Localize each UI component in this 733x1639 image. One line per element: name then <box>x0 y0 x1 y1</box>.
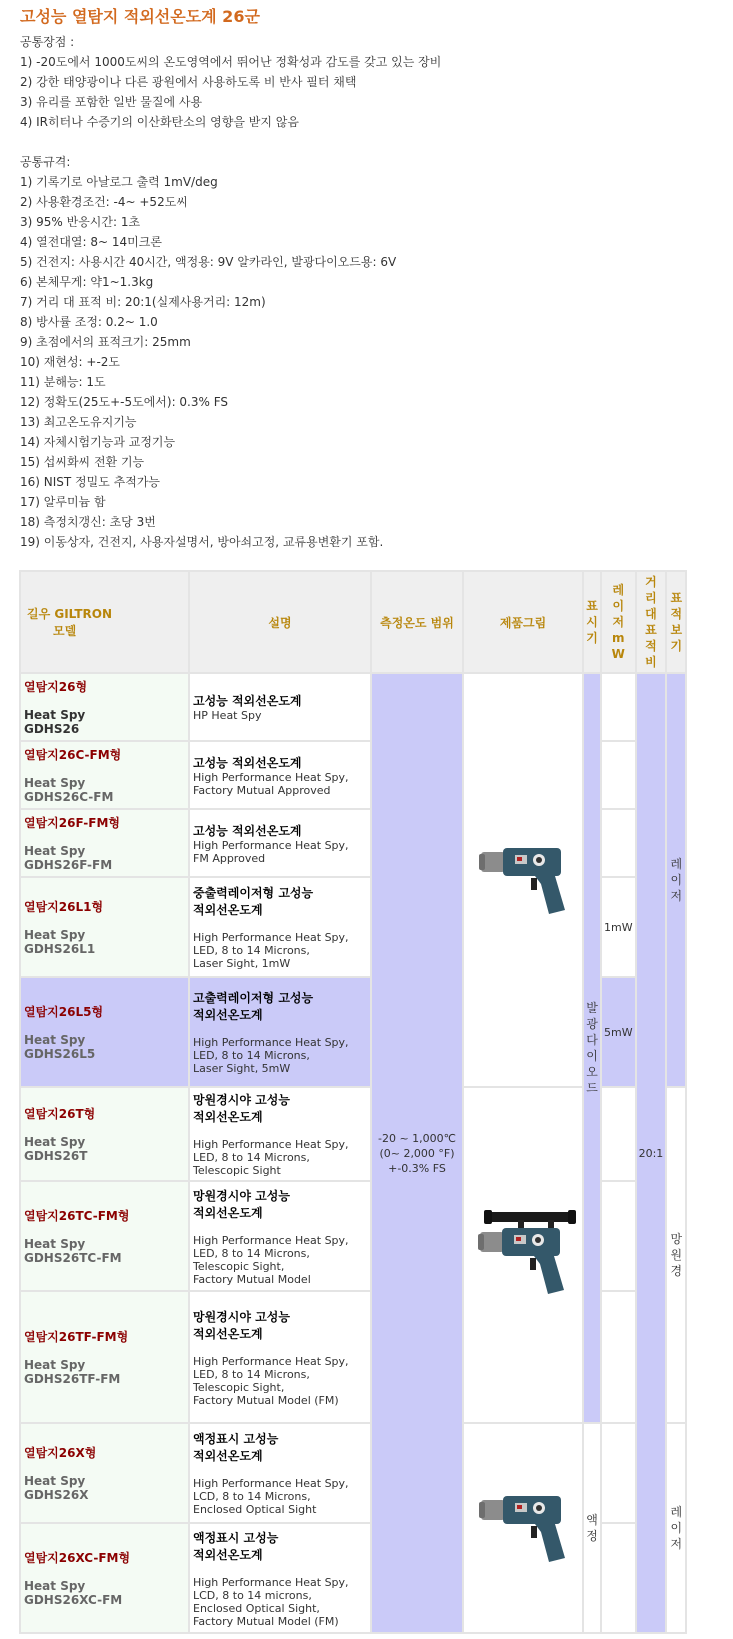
spec-line: 18) 측정치갱신: 초당 3번 <box>20 515 156 529</box>
feature-line: 2) 강한 태양광이나 다른 광원에서 사용하도록 비 반사 필터 채택 <box>20 75 357 89</box>
spec-line: 9) 초점에서의 표적크기: 25mm <box>20 335 191 349</box>
desc-en: High Performance Heat Spy, LED, 8 to 14 Microns, Laser Sight, 1mW <box>193 931 349 970</box>
model-cell <box>21 810 188 876</box>
laser-cell <box>602 978 635 1086</box>
image-cell-standard <box>464 674 582 1086</box>
ratio-cell <box>637 674 666 1632</box>
model-cell <box>21 1292 188 1422</box>
desc-en: High Performance Heat Spy, Factory Mutual Approved <box>193 770 349 797</box>
desc-cell <box>190 1292 370 1422</box>
display-cell-lcd <box>584 1424 600 1632</box>
spec-line: 6) 본체무게: 약1~1.3kg <box>20 275 154 289</box>
model-sub1: Heat Spy <box>24 776 86 790</box>
model-sub2: GDHS26F-FM <box>24 858 113 872</box>
desc-cell <box>190 742 370 808</box>
desc-kr: 액정표시 고성능 적외선온도계 <box>193 1530 279 1562</box>
desc-en: High Performance Heat Spy, LCD, 8 to 14 microns, Enclosed Optical Sight, Factory Mutual Model (FM) <box>193 1575 349 1628</box>
header-model-line1: 길우 GILTRON <box>27 607 113 621</box>
model-name: 열탐지26XC-FM형 <box>24 1551 131 1565</box>
header-laser <box>602 572 635 672</box>
model-sub1: Heat Spy <box>24 1579 86 1593</box>
model-sub2: GDHS26TF-FM <box>24 1372 121 1386</box>
header-ratio-text: 거 리 대 표 적 비 <box>645 575 657 669</box>
sight-laser-lcd-text: 레 이 저 <box>670 1505 683 1551</box>
spec-line: 13) 최고온도유지기능 <box>20 415 137 429</box>
sight-scope-text: 망 원 경 <box>670 1232 683 1278</box>
model-sub2: GDHS26C-FM <box>24 790 114 804</box>
model-cell <box>21 1524 188 1632</box>
desc-en: High Performance Heat Spy, LED, 8 to 14 Microns, Laser Sight, 5mW <box>193 1036 349 1075</box>
model-cell <box>21 878 188 976</box>
model-sub1: Heat Spy <box>24 1237 86 1251</box>
laser-1mw-text: 1mW <box>604 920 633 934</box>
header-display-text: 표 시 기 <box>586 599 598 645</box>
model-name: 열탐지26L5형 <box>24 1005 104 1019</box>
spec-line: 19) 이동상자, 건전지, 사용자설명서, 방아쇠고정, 교류용변환기 포함. <box>20 535 384 549</box>
desc-kr: 액정표시 고성능 적외선온도계 <box>193 1432 279 1463</box>
display-lcd-text: 액 정 <box>586 1513 598 1543</box>
range-cell <box>372 674 462 1632</box>
desc-kr: 고성능 적외선온도계 <box>193 823 302 838</box>
blank-line <box>20 132 720 152</box>
model-name: 열탐지26TF-FM형 <box>24 1330 129 1344</box>
model-sub1: Heat Spy <box>24 1033 86 1047</box>
model-sub2: GDHS26L1 <box>24 942 96 956</box>
header-display <box>584 572 600 672</box>
display-led-text: 발 광 다 이 오 드 <box>586 1001 598 1095</box>
model-sub2: GDHS26TC-FM <box>24 1251 122 1265</box>
image-cell-lcd <box>464 1424 582 1632</box>
model-sub2: GDHS26X <box>24 1488 89 1502</box>
sight-laser-text: 레 이 저 <box>670 857 683 903</box>
model-name: 열탐지26T형 <box>24 1107 96 1121</box>
desc-cell <box>190 1182 370 1290</box>
thermometer-gun-image <box>475 840 571 920</box>
model-sub1: Heat Spy <box>24 1358 86 1372</box>
model-cell <box>21 674 188 740</box>
laser-cell <box>602 1088 635 1180</box>
feature-line: 3) 유리를 포함한 일반 물질에 사용 <box>20 95 203 109</box>
desc-kr: 중출력레이저형 고성능 적외선온도계 <box>193 886 314 917</box>
spec-line: 2) 사용환경조건: -4~ +52도씨 <box>20 195 188 209</box>
model-cell <box>21 742 188 808</box>
spec-line: 14) 자체시험기능과 교정기능 <box>20 435 176 449</box>
sight-cell-laser-lcd <box>667 1424 685 1632</box>
laser-cell <box>602 810 635 876</box>
spec-line: 10) 재현성: +-2도 <box>20 355 121 369</box>
model-name: 열탐지26C-FM형 <box>24 748 122 762</box>
range-text: -20 ~ 1,000℃ (0~ 2,000 °F) +-0.3% FS <box>377 1131 457 1175</box>
header-sight-text: 표 적 보 기 <box>670 591 683 653</box>
features-heading: 공통장점 : <box>20 35 75 49</box>
desc-en: High Performance Heat Spy, LCD, 8 to 14 Microns, Enclosed Optical Sight <box>193 1477 349 1516</box>
laser-5mw-text: 5mW <box>604 1025 633 1039</box>
header-ratio <box>637 572 666 672</box>
spec-line: 16) NIST 정밀도 추적가능 <box>20 475 161 489</box>
model-name: 열탐지26L1형 <box>24 900 104 914</box>
desc-en: High Performance Heat Spy, LED, 8 to 14 Microns, Telescopic Sight <box>193 1138 349 1177</box>
desc-cell <box>190 810 370 876</box>
header-image: 제품그림 <box>464 572 582 672</box>
desc-kr: 고출력레이저형 고성능 적외선온도계 <box>193 991 314 1022</box>
model-cell <box>21 1424 188 1522</box>
model-sub1: Heat Spy <box>24 928 86 942</box>
table-row <box>21 674 685 740</box>
spec-line: 3) 95% 반응시간: 1초 <box>20 215 141 229</box>
spec-line: 7) 거리 대 표적 비: 20:1(실제사용거리: 12m) <box>20 295 266 309</box>
model-sub1: Heat Spy <box>24 1474 86 1488</box>
desc-kr: 망원경시야 고성능 적외선온도계 <box>193 1309 290 1341</box>
model-cell <box>21 978 188 1086</box>
desc-cell <box>190 1424 370 1522</box>
ratio-text: 20:1 <box>638 1146 664 1160</box>
model-name: 열탐지26TC-FM형 <box>24 1209 130 1223</box>
specs-heading: 공통규격: <box>20 155 71 169</box>
desc-cell <box>190 978 370 1086</box>
table-row <box>21 1424 685 1522</box>
model-sub2: GDHS26T <box>24 1149 88 1163</box>
desc-kr: 고성능 적외선온도계 <box>193 755 302 770</box>
model-sub2: GDHS26 <box>24 722 80 736</box>
desc-en: HP Heat Spy <box>193 709 262 722</box>
feature-line: 1) -20도에서 1000도씨의 온도영역에서 뛰어난 정확성과 감도를 갖고 있는 장비 <box>20 55 442 69</box>
header-range: 측정온도 범위 <box>372 572 462 672</box>
model-cell <box>21 1182 188 1290</box>
model-name: 열탐지26X형 <box>24 1446 97 1460</box>
model-cell <box>21 1088 188 1180</box>
image-cell-scope <box>464 1088 582 1422</box>
desc-cell <box>190 674 370 740</box>
desc-kr: 고성능 적외선온도계 <box>193 694 302 708</box>
laser-cell <box>602 742 635 808</box>
spec-line: 4) 열전대열: 8~ 14미크론 <box>20 235 162 249</box>
laser-cell <box>602 1424 635 1522</box>
header-laser-text: 레 이 저 m W <box>611 583 625 661</box>
model-name: 열탐지26형 <box>24 680 88 694</box>
laser-cell <box>602 1524 635 1632</box>
spec-line: 17) 알루미늄 함 <box>20 495 106 509</box>
spec-line: 1) 기록기로 아날로그 출력 1mV/deg <box>20 175 218 189</box>
feature-line: 4) IR히터나 수증기의 이산화탄소의 영향을 받지 않음 <box>20 115 299 129</box>
model-sub2: GDHS26XC-FM <box>24 1593 123 1607</box>
desc-kr: 망원경시야 고성능 적외선온도계 <box>193 1093 290 1124</box>
spec-line: 12) 정확도(25도+-5도에서): 0.3% FS <box>20 395 229 409</box>
model-sub1: Heat Spy <box>24 708 86 722</box>
laser-cell <box>602 878 635 976</box>
desc-cell <box>190 1088 370 1180</box>
thermometer-gun-scope-image <box>468 1210 578 1300</box>
model-sub2: GDHS26L5 <box>24 1047 96 1061</box>
page-title: 고성능 열탐지 적외선온도계 26군 <box>20 7 260 26</box>
desc-en: High Performance Heat Spy, LED, 8 to 14 Microns, Telescopic Sight, Factory Mutual Model <box>193 1233 349 1286</box>
model-name: 열탐지26F-FM형 <box>24 816 121 830</box>
model-sub1: Heat Spy <box>24 844 86 858</box>
header-sight <box>667 572 685 672</box>
desc-en: High Performance Heat Spy, LED, 8 to 14 Microns, Telescopic Sight, Factory Mutual Model (FM) <box>193 1354 349 1407</box>
header-desc: 설명 <box>190 572 370 672</box>
laser-cell <box>602 674 635 740</box>
spec-text-block <box>20 32 720 552</box>
sight-cell-laser <box>667 674 685 1086</box>
model-sub1: Heat Spy <box>24 1135 86 1149</box>
laser-cell <box>602 1182 635 1290</box>
product-table <box>19 570 687 1634</box>
sight-cell-scope <box>667 1088 685 1422</box>
thermometer-gun-lcd-image <box>475 1488 571 1568</box>
spec-line: 15) 섭씨화씨 전환 기능 <box>20 455 145 469</box>
desc-cell <box>190 1524 370 1632</box>
spec-line: 11) 분해능: 1도 <box>20 375 106 389</box>
spec-line: 5) 건전지: 사용시간 40시간, 액정용: 9V 알카라인, 발광다이오드용: 6V <box>20 255 397 269</box>
header-row <box>21 572 685 672</box>
desc-cell <box>190 878 370 976</box>
desc-kr: 망원경시야 고성능 적외선온도계 <box>193 1188 290 1220</box>
header-model <box>21 572 188 672</box>
display-cell-led <box>584 674 600 1422</box>
spec-line: 8) 방사률 조정: 0.2~ 1.0 <box>20 315 158 329</box>
header-model-line2: 모델 <box>53 624 77 638</box>
desc-en: High Performance Heat Spy, FM Approved <box>193 838 349 865</box>
laser-cell <box>602 1292 635 1422</box>
